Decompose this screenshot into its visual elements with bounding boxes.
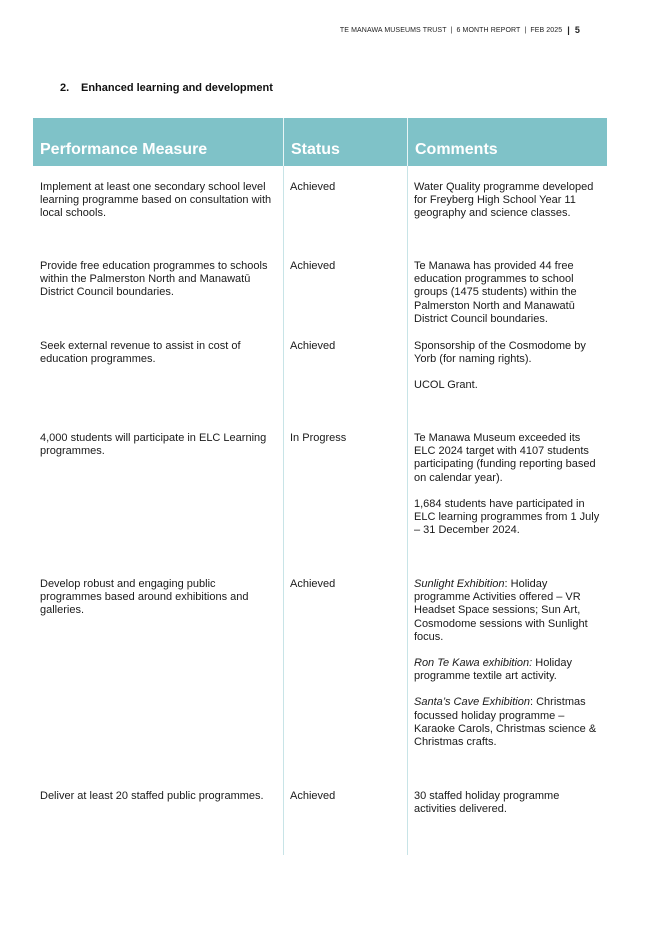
column-divider — [283, 166, 284, 855]
comment-text: Water Quality programme developed for Freyberg High School Year 11 geography and science classes. — [414, 181, 594, 220]
header-bar: | — [567, 25, 570, 35]
comment-text: Te Manawa Museum exceeded its ELC 2024 target with 4107 students participating (funding reporting based on calendar year). — [414, 432, 596, 484]
comment-paragraph — [414, 578, 602, 644]
status-cell: Achieved — [290, 578, 336, 590]
column-header-measure: Performance Measure — [40, 141, 208, 158]
comment-paragraph — [414, 340, 602, 366]
column-header-status: Status — [283, 118, 407, 166]
comment-text: : Holiday programme Activities offered – VR Headset Space sessions; Sun Art, Cosmodome sessions with Sunlight focus. — [414, 578, 588, 643]
header-org: TE MANAWA MUSEUMS TRUST — [339, 26, 447, 34]
header-report: 6 MONTH REPORT — [456, 26, 521, 34]
comments-cell — [414, 432, 602, 537]
comment-paragraph — [414, 181, 602, 221]
comment-text: Sponsorship of the Cosmodome by Yorb (for naming rights). — [414, 340, 586, 366]
comment-text: 30 staffed holiday programme activities delivered. — [414, 790, 560, 816]
comment-paragraph — [414, 657, 602, 683]
comments-cell — [414, 340, 602, 393]
comment-text: : Christmas focussed holiday programme – Karaoke Carols, Christmas science & Christmas crafts. — [414, 696, 597, 749]
comment-paragraph — [414, 498, 602, 538]
status-cell: Achieved — [290, 790, 336, 802]
comment-exhibition-name: Sunlight Exhibition — [414, 578, 505, 590]
comment-paragraph — [414, 696, 602, 749]
comment-text: Te Manawa has provided 44 free education programmes to school groups (1475 students) within the Palmerston North and Manawatū District Council boundaries. — [414, 260, 577, 325]
comments-cell — [414, 181, 602, 221]
status-cell: Achieved — [290, 260, 336, 272]
comments-cell — [414, 260, 602, 326]
comment-exhibition-name: Santa’s Cave Exhibition — [414, 696, 530, 709]
section-number: 2. — [60, 82, 70, 94]
table-header — [33, 118, 607, 166]
comments-cell — [414, 790, 602, 816]
header-separator: | — [524, 26, 527, 34]
header-date: FEB 2025 — [530, 26, 563, 34]
comments-cell — [414, 578, 602, 749]
status-cell: Achieved — [290, 340, 336, 352]
measure-cell: 4,000 students will participate in ELC Learning programmes. — [40, 432, 267, 458]
measure-cell: Seek external revenue to assist in cost of education programmes. — [40, 340, 241, 366]
section-title: Enhanced learning and development — [81, 82, 273, 94]
measure-cell: Deliver at least 20 staffed public programmes. — [40, 790, 264, 802]
status-cell: Achieved — [290, 181, 336, 193]
comment-text: Holiday programme textile art activity. — [414, 657, 572, 683]
page-header — [340, 25, 580, 35]
section-heading — [60, 82, 273, 94]
comment-paragraph — [414, 379, 602, 392]
comment-paragraph — [414, 790, 602, 816]
column-divider — [407, 166, 408, 855]
measure-cell: Provide free education programmes to schools within the Palmerston North and Manawatū District Council boundaries. — [40, 260, 268, 299]
header-separator: | — [450, 26, 453, 34]
column-header-comments: Comments — [407, 118, 607, 166]
comment-text: 1,684 students have participated in ELC learning programmes from 1 July – 31 December 2024. — [414, 497, 600, 537]
measure-cell: Develop robust and engaging public programmes based around exhibitions and galleries. — [40, 578, 249, 617]
page-number: 5 — [574, 25, 580, 35]
comment-paragraph — [414, 432, 602, 485]
status-cell: In Progress — [290, 432, 347, 444]
performance-table — [33, 118, 607, 855]
comment-paragraph — [414, 260, 602, 326]
comment-text: UCOL Grant. — [414, 379, 478, 392]
measure-cell: Implement at least one secondary school level learning programme based on consultation with local schools. — [40, 181, 272, 220]
comment-exhibition-name: Ron Te Kawa exhibition: — [414, 657, 533, 670]
